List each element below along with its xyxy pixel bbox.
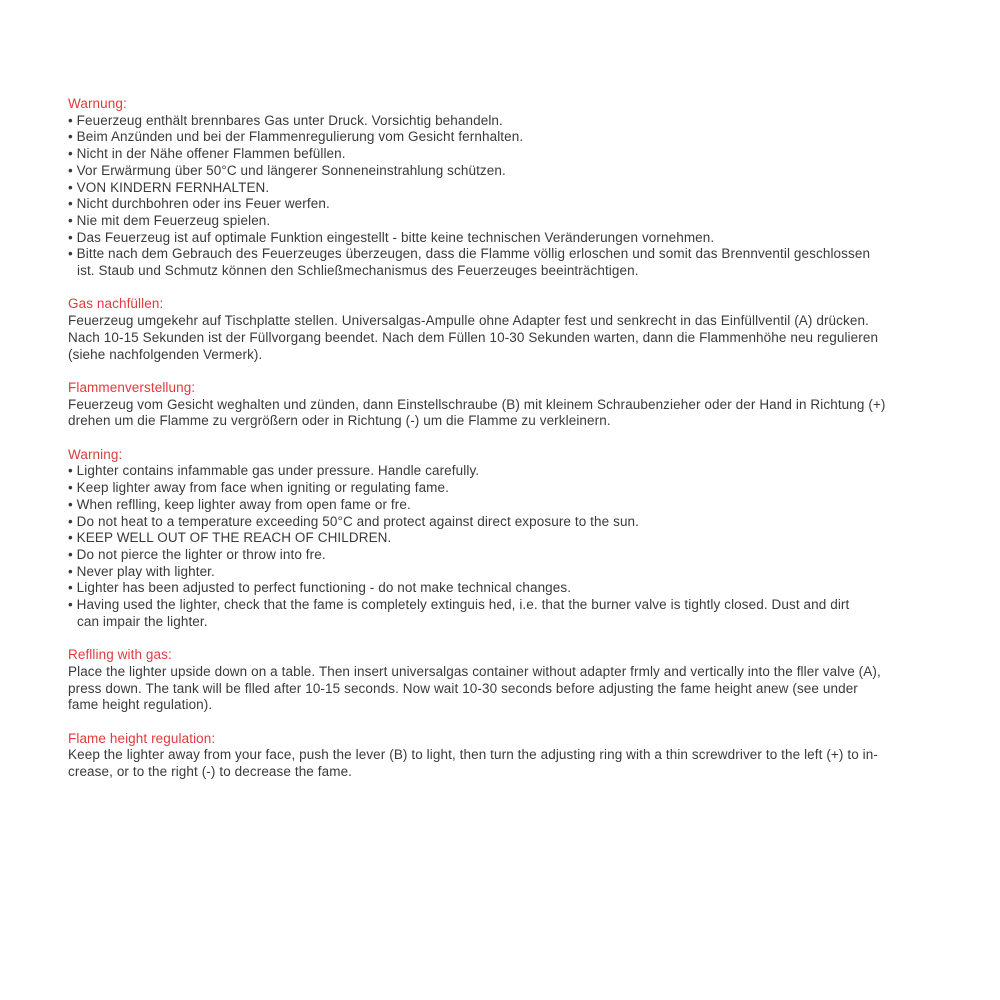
section-heading: Warnung: (68, 96, 127, 111)
text-line: • Feuerzeug enthält brennbares Gas unter Druck. Vorsichtig behandeln. (68, 112, 503, 128)
section-heading: Flammenverstellung: (68, 379, 196, 395)
text-line: • Nicht durchbohren oder ins Feuer werfen. (68, 196, 330, 212)
text-line: drehen um die Flamme zu vergrößern oder in Richtung (-) um die Flamme zu verkleinern. (68, 413, 611, 429)
text-line: • Nicht in der Nähe offener Flammen befüllen. (68, 146, 346, 162)
section-gas-nachfuellen (68, 296, 928, 363)
text-line: Nach 10-15 Sekunden ist der Füllvorgang beendet. Nach dem Füllen 10-30 Sekunden warten, dann die Flammenhöhe neu regulieren (68, 329, 879, 345)
text-line-continuation: can impair the lighter. (77, 613, 208, 629)
section-heading: Warning: (68, 446, 123, 462)
text-line: • Vor Erwärmung über 50°C und längerer Sonneneinstrahlung schützen. (68, 162, 506, 178)
text-line: fame height regulation). (68, 697, 213, 713)
text-line: • VON KINDERN FERNHALTEN. (68, 179, 270, 195)
text-line: crease, or to the right (-) to decrease the fame. (68, 764, 353, 780)
section-warnung-german (68, 96, 928, 280)
section-warning-english (68, 447, 928, 631)
text-line: • Having used the lighter, check that the fame is completely extinguis hed, i.e. that the burner valve is tightly closed. Dust and dirt (68, 597, 850, 613)
text-line-continuation: ist. Staub und Schmutz können den Schließmechanismus des Feuerzeuges beeinträchtigen. (77, 263, 639, 279)
text-line: • Never play with lighter. (68, 563, 215, 579)
section-refilling-with-gas (68, 647, 928, 714)
text-line: • Nie mit dem Feuerzeug spielen. (68, 212, 271, 228)
text-line: • KEEP WELL OUT OF THE REACH OF CHILDREN. (68, 530, 392, 546)
text-line: • Lighter has been adjusted to perfect functioning - do not make technical changes. (68, 580, 572, 596)
instruction-text-block (68, 96, 928, 797)
section-heading: Flame height regulation: (68, 730, 216, 746)
text-line: • Das Feuerzeug ist auf optimale Funktion eingestellt - bitte keine technischen Veränderungen vornehmen. (68, 229, 715, 245)
text-line: Feuerzeug vom Gesicht weghalten und zünden, dann Einstellschraube (B) mit kleinem Schraubenzieher oder der Hand in Richtung (+) (68, 396, 886, 412)
section-flame-height-regulation (68, 731, 928, 781)
text-line: • Keep lighter away from face when igniting or regulating fame. (68, 480, 449, 496)
text-line: Feuerzeug umgekehr auf Tischplatte stellen. Universalgas-Ampulle ohne Adapter fest und senkrecht in das Einfüllventil (A) drücken. (68, 313, 869, 329)
text-line: • Bitte nach dem Gebrauch des Feuerzeuges überzeugen, dass die Flamme völlig erloschen und somit das Brennventil geschlossen (68, 246, 871, 262)
section-flammenverstellung (68, 380, 928, 430)
text-line: press down. The tank will be flled after 10-15 seconds. Now wait 10-30 seconds before adjusting the fame height anew (see under (68, 680, 858, 696)
section-heading: Gas nachfüllen: (68, 296, 164, 312)
text-line: Keep the lighter away from your face, push the lever (B) to light, then turn the adjusting ring with a thin screwdriver to the left (+) to in- (68, 747, 878, 763)
text-line: Place the lighter upside down on a table. Then insert universalgas container without adapter frmly and vertically into the fller valve (A), (68, 663, 881, 679)
section-heading: Reflling with gas: (68, 647, 172, 663)
text-line: • Beim Anzünden und bei der Flammenregulierung vom Gesicht fernhalten. (68, 129, 524, 145)
text-line: • Do not pierce the lighter or throw into fre. (68, 546, 326, 562)
text-line: (siehe nachfolgenden Vermerk). (68, 346, 263, 362)
text-line: • Do not heat to a temperature exceeding 50°C and protect against direct exposure to the sun. (68, 513, 640, 529)
text-line: • Lighter contains infammable gas under pressure. Handle carefully. (68, 463, 480, 479)
text-line: • When reflling, keep lighter away from open fame or fre. (68, 496, 411, 512)
